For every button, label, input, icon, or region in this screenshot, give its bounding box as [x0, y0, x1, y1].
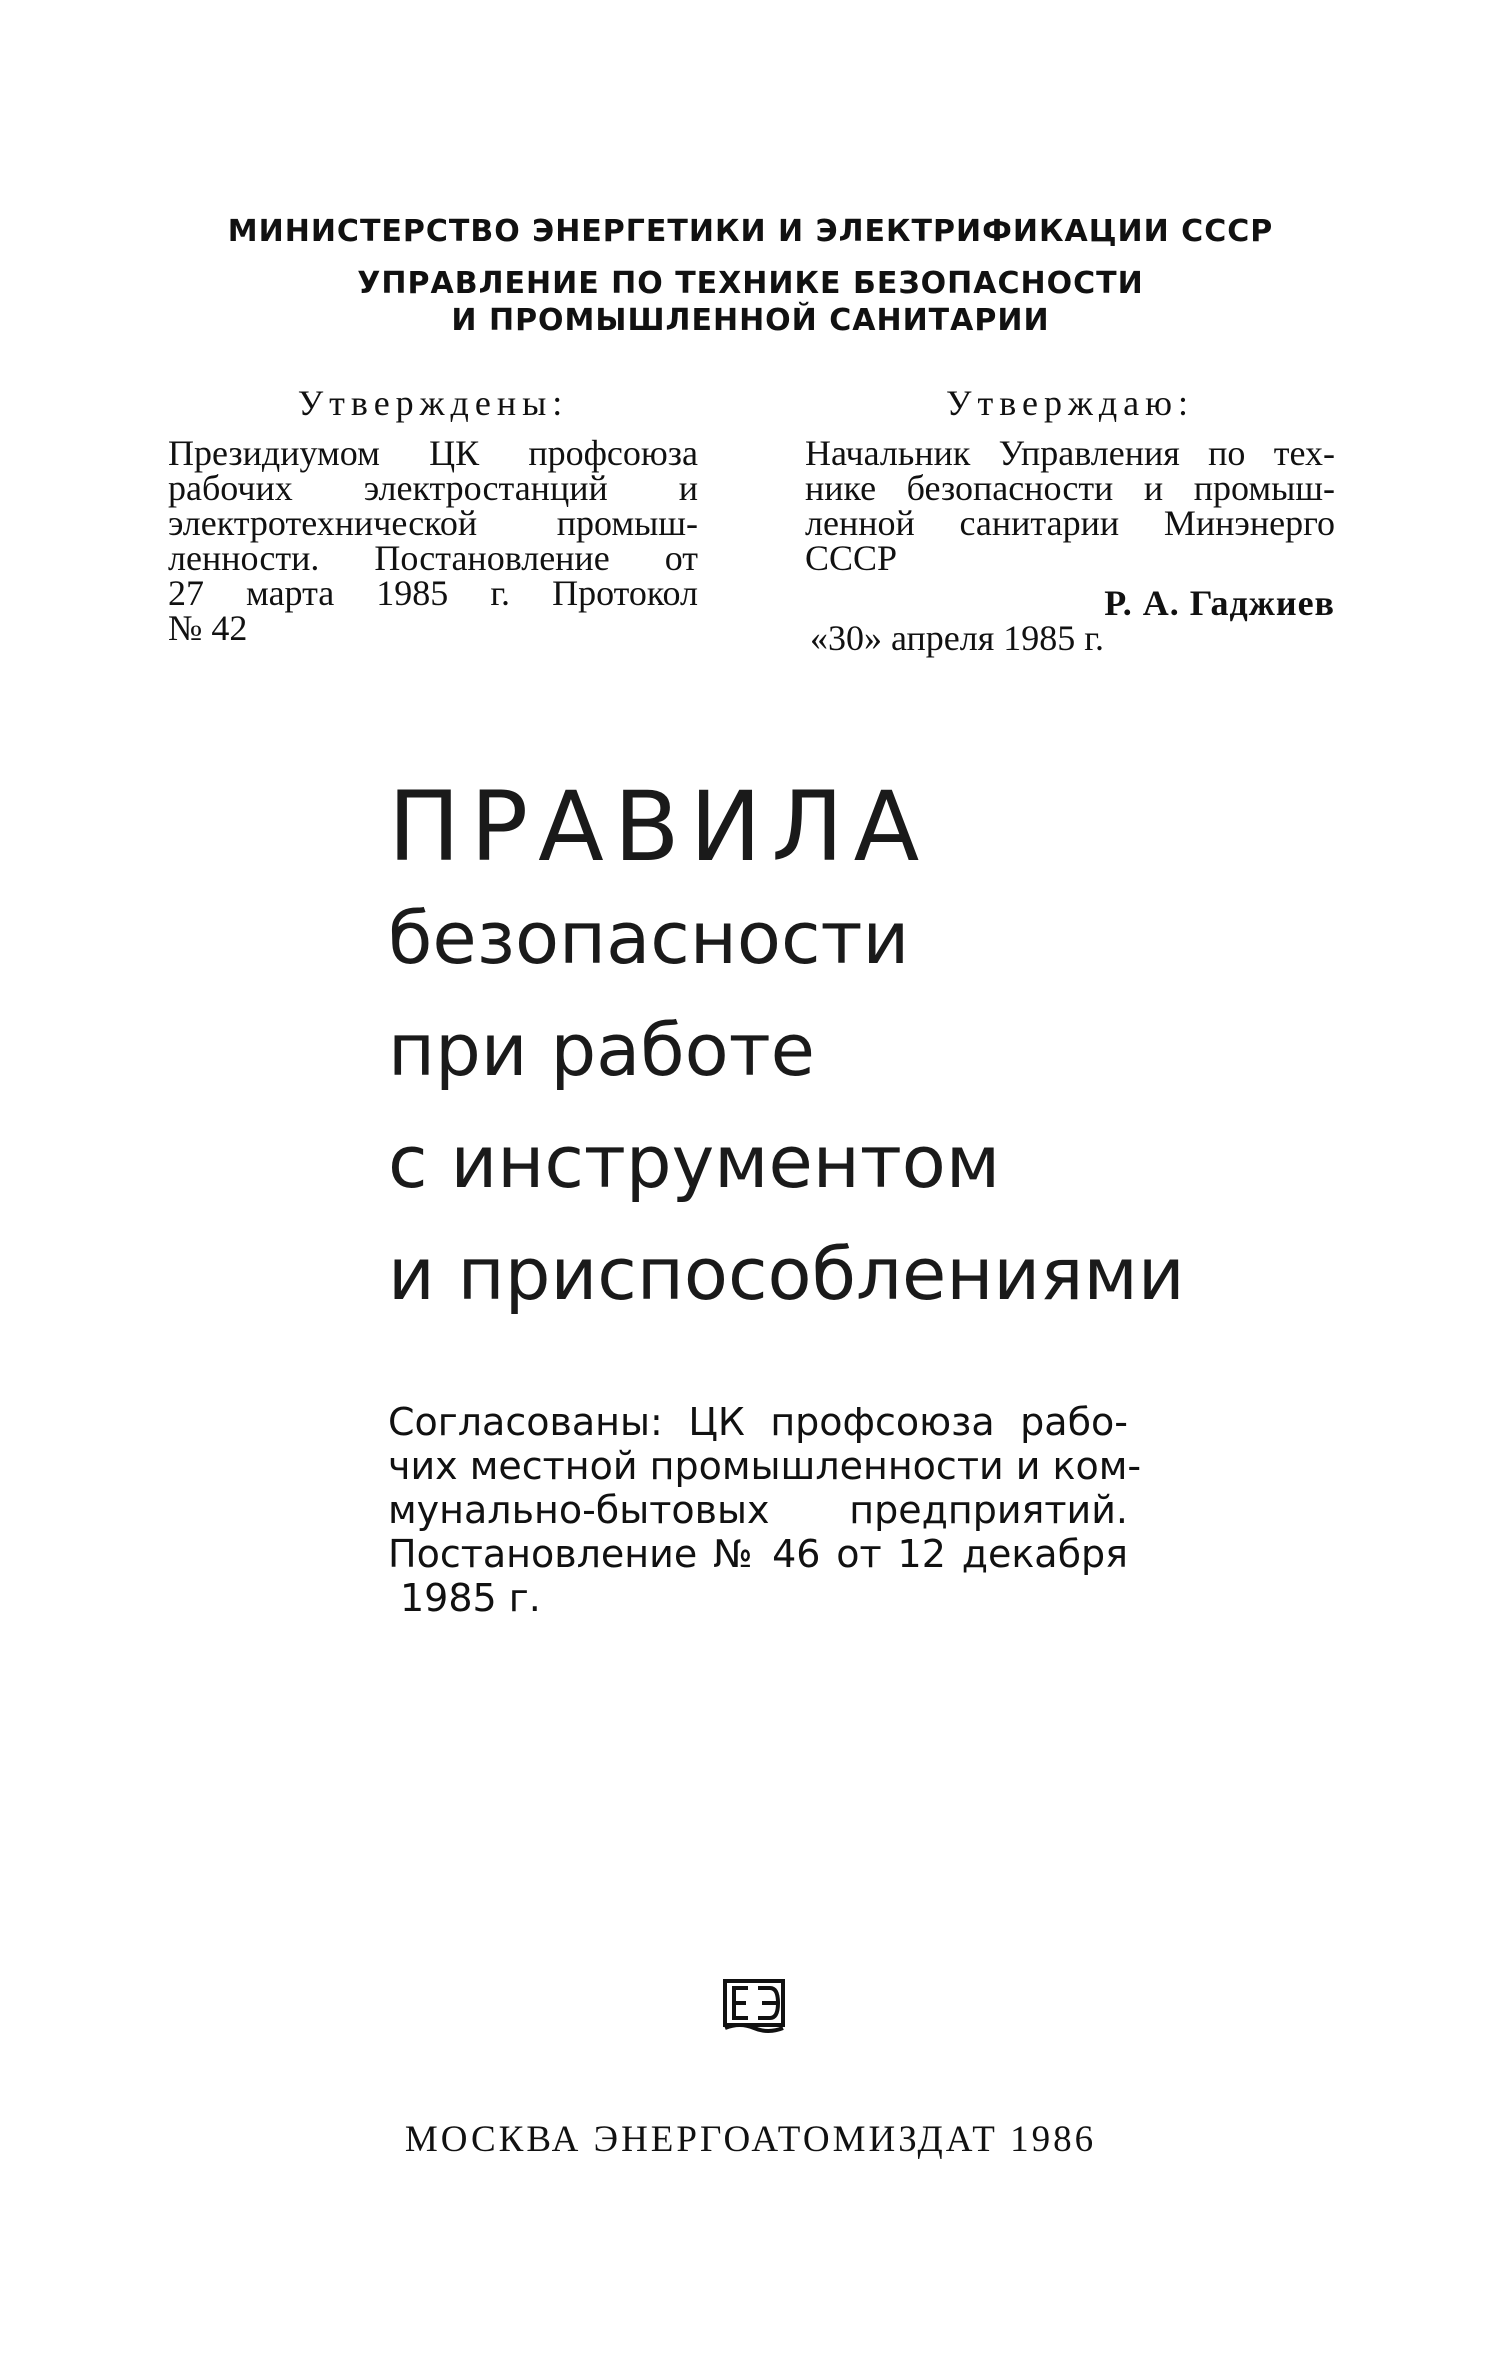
approve-line: Начальник Управления по тех- [805, 433, 1335, 473]
approved-line: ленности. Постановление от [168, 538, 698, 578]
energoatomizdat-logo-icon [722, 1978, 786, 2036]
agreed-line: чих местной промышленности и ком- [388, 1444, 1142, 1488]
ministry-name: МИНИСТЕРСТВО ЭНЕРГЕТИКИ И ЭЛЕКТРИФИКАЦИИ СССР [227, 214, 1274, 249]
department-name-line-1: УПРАВЛЕНИЕ ПО ТЕХНИКЕ БЕЗОПАСНОСТИ [357, 266, 1144, 301]
approve-line: нике безопасности и промыш- [805, 468, 1335, 508]
document-title [388, 772, 1185, 1330]
department-name-line-2: И ПРОМЫШЛЕННОЙ САНИТАРИИ [451, 303, 1050, 338]
approval-date: «30» апреля 1985 г. [810, 618, 1104, 658]
approve-line: СССР [805, 538, 898, 578]
agreed-line: мунально-бытовых предприятий. [388, 1488, 1128, 1532]
approve-block [805, 383, 1335, 658]
approve-line: ленной санитарии Минэнерго [805, 503, 1335, 543]
approved-line: 27 марта 1985 г. Протокол [168, 573, 698, 613]
subtitle-line: безопасности [388, 896, 910, 980]
agreed-line: Согласованы: ЦК профсоюза рабо- [388, 1400, 1128, 1444]
agreed-note [388, 1400, 1142, 1620]
approve-heading: Утверждаю: [945, 383, 1195, 423]
agreed-line: 1985 г. [400, 1576, 541, 1620]
approve-text [805, 433, 1335, 578]
publisher-imprint: МОСКВА ЭНЕРГОАТОМИЗДАТ 1986 [404, 2119, 1097, 2160]
approved-line: рабочих электростанций и [168, 468, 698, 508]
approved-text [168, 433, 698, 648]
subtitle-line: с инструментом [388, 1120, 1001, 1204]
approved-line: Президиумом ЦК профсоюза [168, 433, 698, 473]
approved-heading: Утверждены: [297, 383, 569, 423]
subtitle-line: при работе [388, 1008, 815, 1092]
approved-line: № 42 [168, 608, 248, 648]
signer-name: Р. А. Гаджиев [1104, 583, 1335, 623]
agreed-line: Постановление № 46 от 12 декабря [388, 1532, 1128, 1576]
approved-line: электротехнической промыш- [168, 503, 698, 543]
subtitle-line: и приспособлениями [388, 1232, 1185, 1316]
main-title: ПРАВИЛА [388, 771, 930, 883]
approved-by-block [168, 383, 698, 648]
